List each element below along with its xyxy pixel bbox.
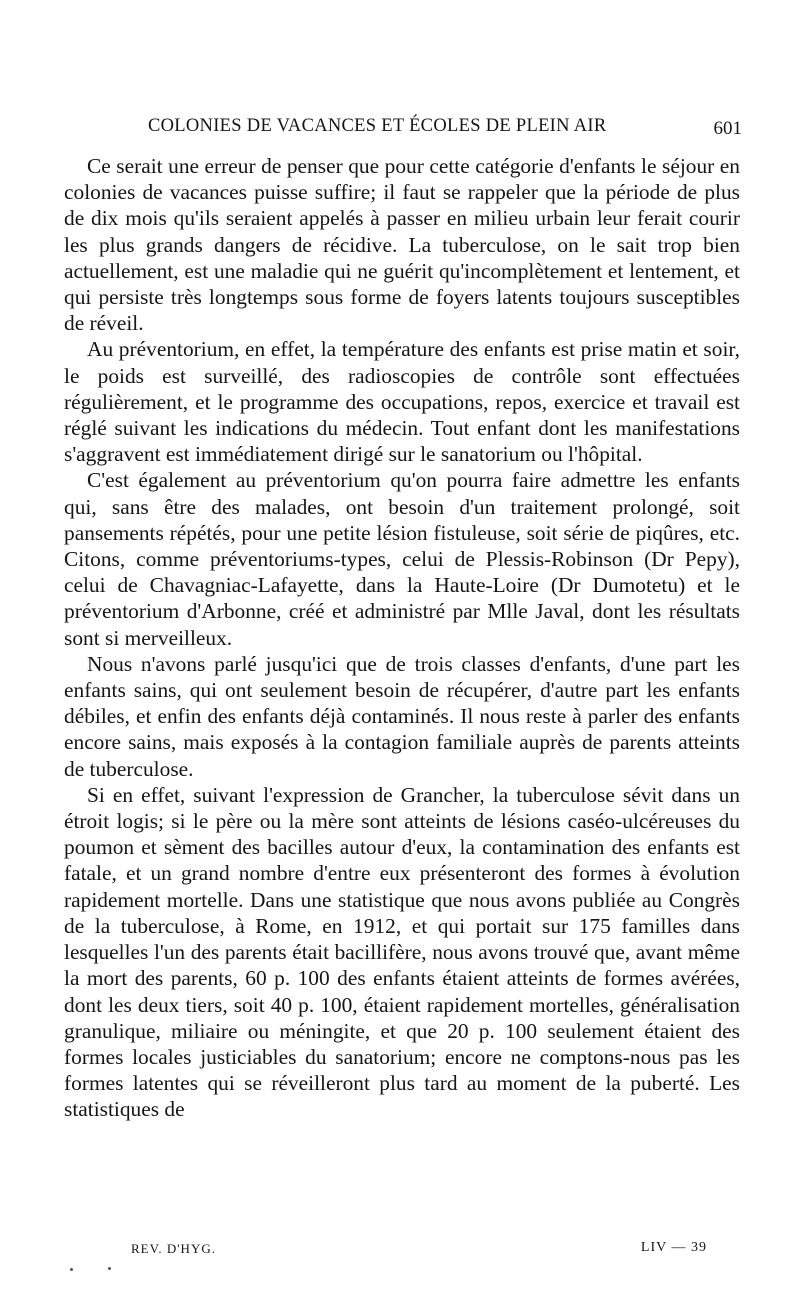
paragraph-5: Si en effet, suivant l'expression de Grancher, la tuberculose sévit dans un étroit logis; si le père ou la mère sont atteints de lésions caséo-ulcéreuses du poumon et sèment des bacilles autour d'eux, la contamination des enfants est fatale, et un grand nombre d'entre eux présenteront des formes à évolution rapidement mortelle. Dans une statistique que nous avons publiée au Congrès de la tuberculose, à Rome, en 1912, et qui portait sur 175 familles dans lesquelles l'un des parents était bacillifère, nous avons trouvé que, avant même la mort des parents, 60 p. 100 des enfants étaient atteints de formes avérées, dont les deux tiers, soit 40 p. 100, étaient rapidement mortelles, généralisation granulique, miliaire ou méningite, et que 20 p. 100 seulement étaient des formes locales justiciables du sanatorium; encore ne comptons-nous pas les formes latentes qui se réveilleront plus tard au moment de la puberté. Les statistiques de <box>64 782 740 1122</box>
running-head <box>66 113 742 143</box>
running-title: COLONIES DE VACANCES ET ÉCOLES DE PLEIN AIR <box>148 116 607 136</box>
volume-reference: LIV — 39 <box>640 1240 707 1255</box>
print-speck <box>70 1268 73 1271</box>
paragraph-4: Nous n'avons parlé jusqu'ici que de trois classes d'enfants, d'une part les enfants sains, qui ont seulement besoin de récupérer, d'autre part les enfants débiles, et enfin des enfants déjà contaminés. Il nous reste à parler des enfants encore sains, mais exposés à la contagion familiale auprès de parents atteints de tuberculose. <box>64 651 740 781</box>
journal-signature: REV. D'HYG. <box>131 1241 216 1256</box>
paragraph-2: Au préventorium, en effet, la température des enfants est prise matin et soir, le poids est surveillé, des radioscopies de contrôle sont effectuées régulièrement, et le programme des occupations, repos, exercice et travail est réglé suivant les indications du médecin. Tout enfant dont les manifestations s'aggravent est immédiatement dirigé sur le sanatorium ou l'hôpital. <box>64 337 740 467</box>
paragraph-1: Ce serait une erreur de penser que pour cette catégorie d'enfants le séjour en colonies de vacances puisse suffire; il faut se rappeler que la période de plus de dix mois qu'ils seraient appelés à passer en milieu urbain leur ferait courir les plus grands dangers de récidive. La tuberculose, on le sait trop bien actuellement, est une maladie qui ne guérit qu'incomplètement et lentement, et qui persiste très longtemps sous forme de foyers latents toujours susceptibles de réveil. <box>64 154 740 336</box>
page-number: 601 <box>713 118 742 139</box>
paragraph-3: C'est également au préventorium qu'on pourra faire admettre les enfants qui, sans être des malades, ont besoin d'un traitement prolongé, soit pansements répétés, pour une petite lésion fistuleuse, soit série de piqûres, etc. Citons, comme préventoriums-types, celui de Plessis-Robinson (Dr Pepy), celui de Chavagniac-Lafayette, dans la Haute-Loire (Dr Dumotetu) et le préventorium d'Arbonne, créé et administré par Mlle Javal, dont les résultats sont si merveilleux. <box>64 468 740 650</box>
print-speck <box>108 1267 111 1270</box>
body-text <box>64 153 740 1123</box>
